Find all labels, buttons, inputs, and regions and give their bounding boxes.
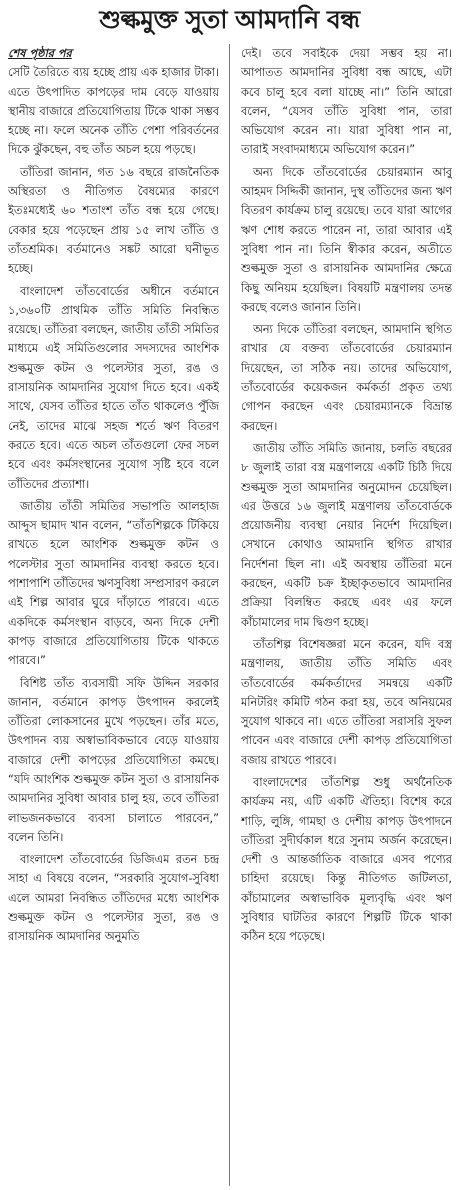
article-paragraph: তাঁতশিল্প বিশেষজ্ঞরা মনে করেন, যদি বস্ত্র মন্ত্রণালয়, জাতীয় তাঁতি সমিতি এবং তাঁতবোর্ডের কর্মকর্তাদের সমন্বয়ে একটি মনিটরিং কমিটি গঠন করা হয়, তবে অনিয়মের সুযোগ থাকবে না। এতে তাঁতিরা সরাসরি সুফল পাবেন এবং বাজারে দেশী কাপড় প্রতিযোগিতা বজায় রাখতে পারবে। (241, 637, 452, 767)
article-column-right (241, 44, 452, 1186)
article-paragraph: বাংলাদেশ তাঁতবোর্ডের ডিজিএম রতন চন্দ্র সাহা এ বিষয়ে বলেন, “সরকারি সুযোগ-সুবিধা এলে আমরা নিবন্ধিত তাঁতিদের মধ্যে আংশিক শুল্কমুক্ত কটন ও পলেস্টার সুতা, রঙ ও রাসায়নিক আমদানির অনুমতি (8, 853, 219, 944)
article-headline: শুল্কমুক্ত সুতা আমদানি বন্ধ (99, 5, 360, 34)
article-paragraph: সেটি তৈরিতে ব্যয় হচ্ছে প্রায় এক হাজার টাকা। এতে উৎপাদিত কাপড়ের দাম বেড়ে যাওয়ায় স্থানীয় বাজারে প্রতিযোগিতায় টিকে থাকা সম্ভব হচ্ছে না। ফলে অনেক তাঁতি পেশা পরিবর্তনের দিকে ঝুঁকছেন, বহু তাঁত অচল হয়ে পড়ছে। (8, 66, 219, 157)
article-paragraph: জাতীয় তাঁতী সমিতির সভাপতি আলহাজ আব্দুস ছামাদ খান বলেন, “তাঁতশিল্পকে টিকিয়ে রাখতে হলে আংশিক শুল্কমুক্ত কটন ও পলেস্টার সুতা আমদানির ব্যবস্থা করতে হবে। পাশাপাশি তাঁতিদের ঋণসুবিধা সম্প্রসারণ করলে এই শিল্প আবার ঘুরে দাঁড়াতে পারবে। এতে একদিকে কর্মসংস্থান বাড়বে, অন্য দিকে দেশী কাপড় বাজারে প্রতিযোগিতায় টিকে থাকতে পারবে।” (8, 499, 219, 668)
article-paragraph: বিশিষ্ট তাঁত ব্যবসায়ী সফি উদ্দিন সরকার জানান, বর্তমানে কাপড় উৎপাদন করলেই তাঁতিরা লোকসানের মুখে পড়ছেন। তাঁর মতে, উৎপাদন ব্যয় অস্বাভাবিকভাবে বেড়ে যাওয়ায় বাজারে দেশী কাপড়ের প্রতিযোগিতা কমছে। “যদি আংশিক শুল্কমুক্ত কটন সুতা ও রাসায়নিক আমদানির সুবিধা আবার চালু হয়, তবে তাঁতিরা লাভজনকভাবে ব্যবসা চালাতে পারবেন,” বলেন তিনি। (8, 676, 219, 844)
continued-from-label: শেষ পৃষ্ঠার পর (8, 47, 72, 60)
article-paragraph: বাংলাদেশের তাঁতশিল্প শুধু অর্থনৈতিক কার্যক্রম নয়, এটি একটি ঐতিহ্য। বিশেষ করে শাড়ি, লুঙ্গি, গামছা ও দেশীয় কাপড় উৎপাদনে তাঁতিরা সুদীর্ঘকাল ধরে সুনাম অর্জন করেছেন। দেশী ও আন্তর্জাতিক বাজারে এসব পণ্যের চাহিদা রয়েছে। কিন্তু নীতিগত জটিলতা, কাঁচামালের অস্বাভাবিক মূল্যবৃদ্ধি এবং ঋণ সুবিধার ঘাটতির কারণে শিল্পটি টিকে থাকা কঠিন হয়ে পড়েছে। (241, 775, 452, 944)
article-paragraph: অন্য দিকে তাঁতবোর্ডের চেয়ারম্যান আবু আহমদ সিদ্দিকী জানান, দুস্থ তাঁতিদের জন্য ঋণ বিতরণ কার্যক্রম চালু রয়েছে। তবে যারা আগের ঋণ শোধ করতে পারেন না, তারা আবার এই সুবিধা পান না। তিনি স্বীকার করেন, অতীতে শুল্কমুক্ত সুতা ও রাসায়নিক আমদানির ক্ষেত্রে কিছু অনিয়ম হয়েছিল। বিষয়টি মন্ত্রণালয় তদন্ত করছে বলেও জানান তিনি। (241, 165, 452, 314)
article-column-left (8, 44, 219, 1186)
article-paragraph: জাতীয় তাঁতি সমিতি জানায়, চলতি বছরের ৮ জুলাই তারা বস্ত্র মন্ত্রণালয়ে একটি চিঠি দিয়ে শুল্কমুক্ত সুতা আমদানির অনুমোদন চেয়েছিল। এর উত্তরে ১৬ জুলাই মন্ত্রণালয় তাঁতবোর্ডকে প্রয়োজনীয় ব্যবস্থা নেয়ার নির্দেশ দিয়েছিল। সেখানে কোথাও আমদানি স্থগিত রাখার নির্দেশনা ছিল না। এই অবস্থায় তাঁতিরা মনে করছেন, একটি চক্র ইচ্ছাকৃতভাবে আমদানির প্রক্রিয়া বিলম্বিত করছে এবং এর ফলে কাঁচামালের দাম দ্বিগুণ হচ্ছে। (241, 441, 452, 629)
article-paragraph: দেই। তবে সবাইকে দেয়া সম্ভব হয় না। আপাতত আমদানির সুবিধা বন্ধ আছে, এটা কবে চালু হবে বলা যাচ্ছে না।” তিনি আরো বলেন, “যেসব তাঁতি সুবিধা পান, তারা অভিযোগ করেন না। যারা সুবিধা পান না, তারাই সংবাদমাধ্যমে অভিযোগ করেন।” (241, 47, 452, 157)
column-divider (229, 44, 230, 1186)
article-paragraph: অন্য দিকে তাঁতিরা বলছেন, আমদানি স্থগিত রাখার যে বক্তব্য তাঁতবোর্ডের চেয়ারম্যান দিয়েছেন, তা সঠিক নয়। তাদের অভিযোগ, তাঁতবোর্ডের কয়েকজন কর্মকর্তা প্রকৃত তথ্য গোপন করছেন এবং চেয়ারম্যানকে বিভ্রান্ত করছেন। (241, 323, 452, 433)
article-paragraph: তাঁতিরা জানান, গত ১৬ বছরে রাজনৈতিক অস্থিরতা ও নীতিগত বৈষম্যের কারণে ইতঃমধ্যেই ৬০ শতাংশ তাঁত বন্ধ হয়ে গেছে। বেকার হয়ে পড়েছেন প্রায় ১৫ লাখ তাঁতি ও তাঁতশ্রমিক। বর্তমানেও সঙ্কট আরো ঘনীভূত হচ্ছে। (8, 165, 219, 276)
article-paragraph: বাংলাদেশ তাঁতবোর্ডের অধীনে বর্তমানে ১,৩৬০টি প্রাথমিক তাঁতি সমিতি নিবন্ধিত রয়েছে। তাঁতিরা বলছেন, জাতীয় তাঁতী সমিতির মাধ্যমে এই সমিতিগুলোর সদস্যদের আংশিক শুল্কমুক্ত কটন ও পলেস্টার সুতা, রঙ ও রাসায়নিক আমদানির সুযোগ দিতে হবে। একই সাথে, যেসব তাঁতির হাতে তাঁত থাকলেও পুঁজি নেই, তাদের মাঝে সহজ শর্তে ঋণ বিতরণ করতে হবে। এতে অচল তাঁতগুলো ফের সচল হবে এবং কর্মসংস্থানের সুযোগ সৃষ্টি হবে বলে তাঁতিদের প্রত্যাশা। (8, 284, 219, 491)
